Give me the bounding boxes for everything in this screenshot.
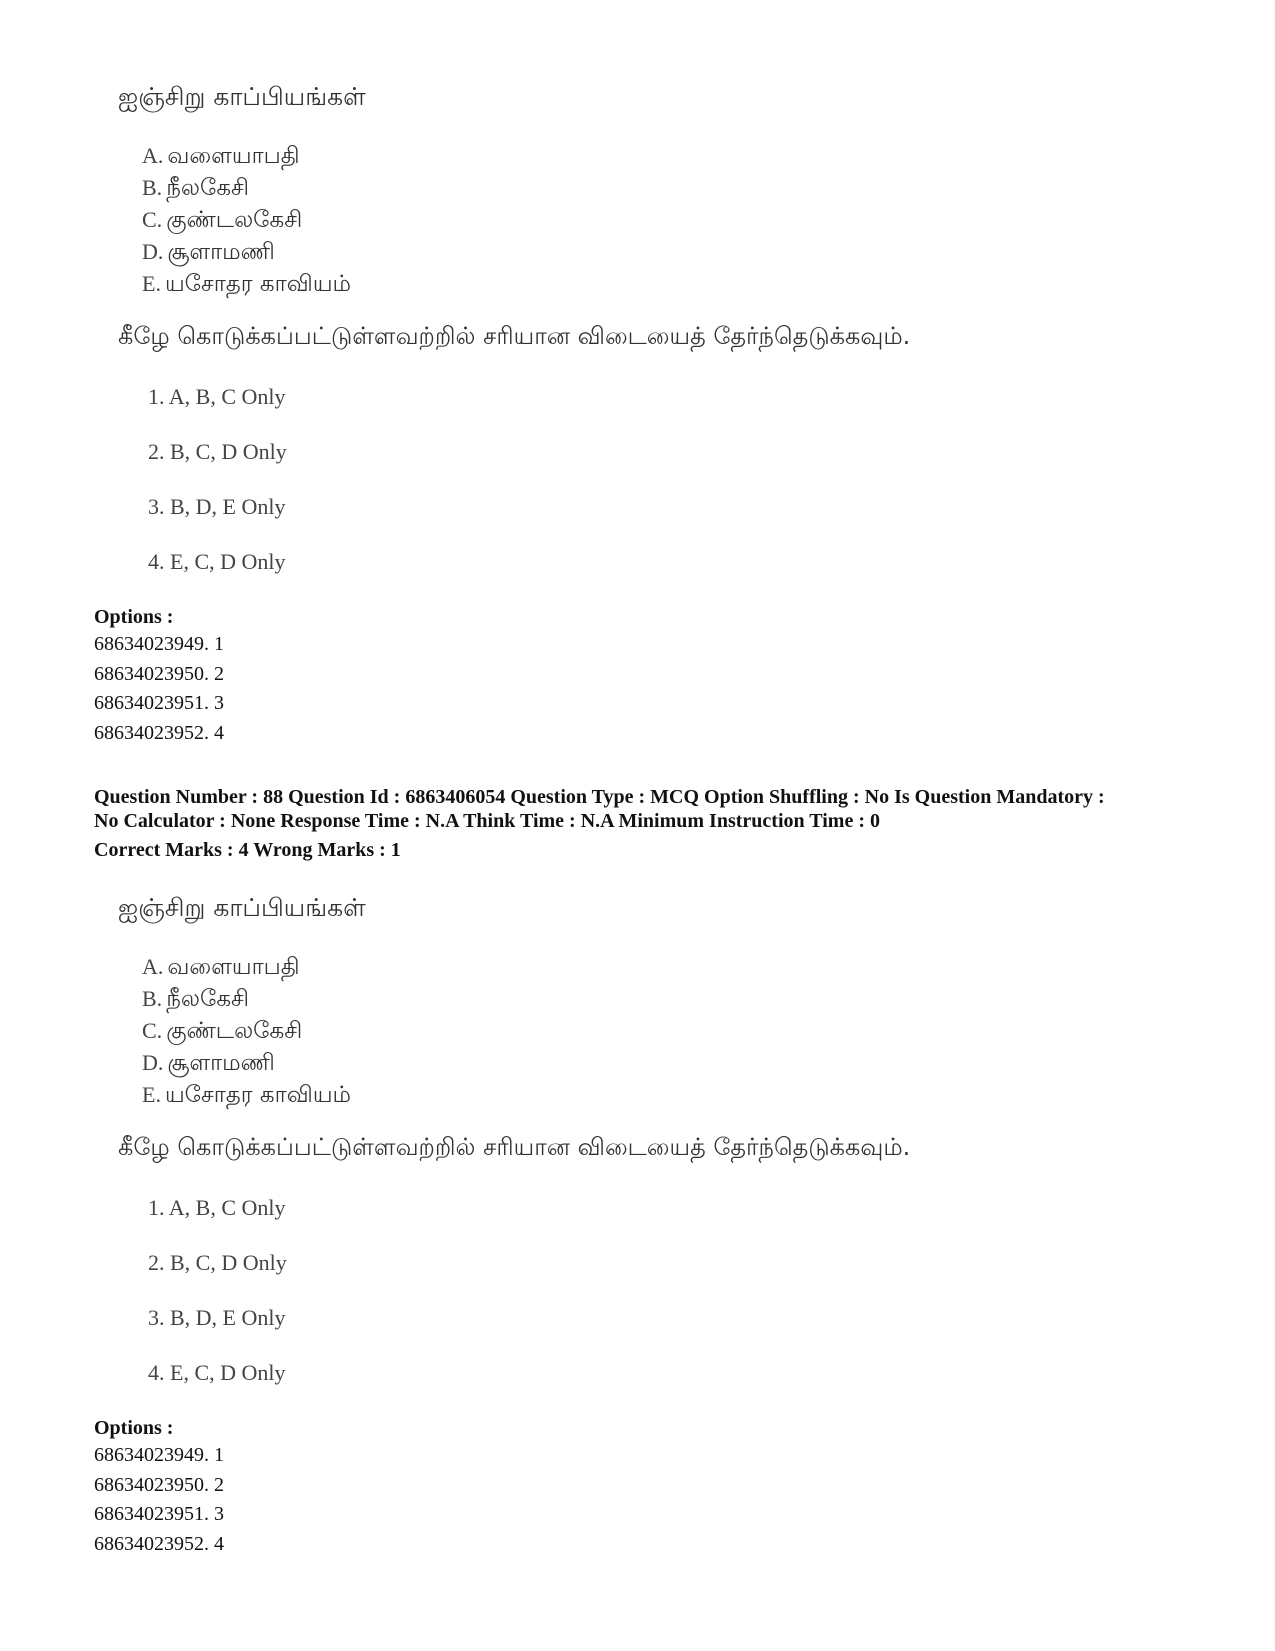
list-item [142,204,351,236]
list-item [142,172,351,204]
choice-item: 4. E, C, D Only [148,549,286,574]
item-label: C. [142,1018,163,1043]
option-item: 68634023952. 4 [94,721,224,744]
option-item: 68634023950. 2 [94,662,224,685]
list-item [142,1079,351,1111]
list-item [142,1015,351,1047]
choice-item: 3. B, D, E Only [148,494,286,519]
item-text: சூளாமணி [167,1050,275,1076]
question-title: ஐஞ்சிறு காப்பியங்கள் [118,82,366,111]
list-item [142,140,351,172]
item-label: D. [142,1050,164,1075]
option-item: 68634023951. 3 [94,692,224,714]
list-item [142,951,351,983]
item-label: D. [142,239,164,264]
list-item [142,983,351,1015]
option-item: 68634023952. 4 [94,1532,224,1555]
item-label: C. [142,207,163,232]
list-item [142,1047,351,1079]
item-label: B. [142,986,163,1011]
item-text: நீலகேசி [166,986,250,1012]
item-list [142,140,351,300]
item-text: நீலகேசி [166,175,250,201]
list-item [142,236,351,268]
item-label: A. [142,954,164,979]
question-title: ஐஞ்சிறு காப்பியங்கள் [118,893,366,922]
item-text: வளையாபதி [167,143,300,169]
item-text: வளையாபதி [167,954,300,980]
item-label: B. [142,175,163,200]
item-list [142,951,351,1111]
option-item: 68634023949. 1 [94,633,224,655]
item-label: E. [142,1082,161,1107]
question-meta-line2: No Calculator : None Response Time : N.A Think Time : N.A Minimum Instruction Time : 0 [94,810,880,832]
option-item: 68634023951. 3 [94,1503,224,1525]
choice-list [148,379,287,599]
instruction-text: கீழே கொடுக்கப்பட்டுள்ளவற்றில் சரியான விடையைத் தேர்ந்தெடுக்கவும். [118,1133,911,1161]
option-item: 68634023949. 1 [94,1444,224,1466]
item-text: யசோதர காவியம் [164,271,352,297]
item-label: E. [142,271,161,296]
choice-item: 2. B, C, D Only [148,439,287,464]
options-heading: Options : [94,1417,174,1439]
item-text: யசோதர காவியம் [164,1082,352,1108]
options-heading: Options : [94,606,174,628]
question-meta-line1: Question Number : 88 Question Id : 6863406054 Question Type : MCQ Option Shuffling : No Is Question Mandatory : [94,786,1105,808]
choice-list [148,1190,287,1410]
option-item: 68634023950. 2 [94,1473,224,1496]
choice-item: 1. A, B, C Only [148,384,286,409]
item-text: குண்டலகேசி [166,1018,303,1044]
item-text: குண்டலகேசி [166,207,303,233]
item-label: A. [142,143,164,168]
choice-item: 1. A, B, C Only [148,1195,286,1220]
item-text: சூளாமணி [167,239,275,265]
question-marks: Correct Marks : 4 Wrong Marks : 1 [94,839,401,861]
options-list [94,630,224,748]
list-item [142,268,351,300]
instruction-text: கீழே கொடுக்கப்பட்டுள்ளவற்றில் சரியான விடையைத் தேர்ந்தெடுக்கவும். [118,322,911,350]
options-list [94,1441,224,1559]
choice-item: 2. B, C, D Only [148,1250,287,1275]
choice-item: 3. B, D, E Only [148,1305,286,1330]
choice-item: 4. E, C, D Only [148,1360,286,1385]
